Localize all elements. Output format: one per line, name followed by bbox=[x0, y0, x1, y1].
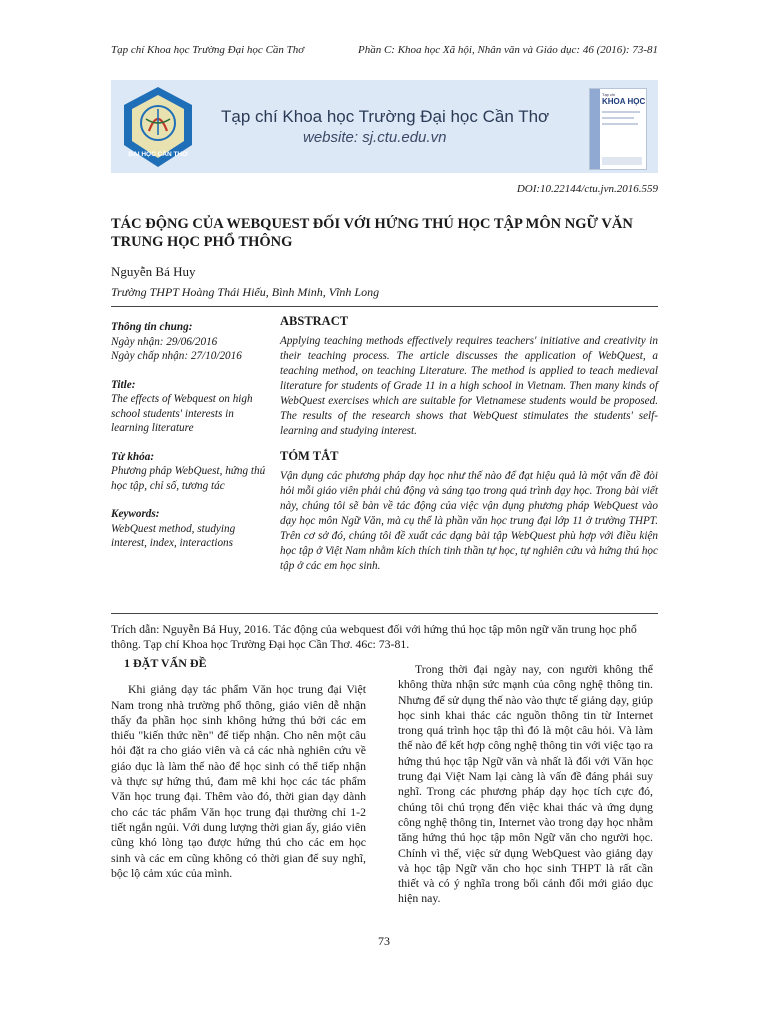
author-name: Nguyễn Bá Huy bbox=[111, 264, 196, 279]
page-number: 73 bbox=[378, 934, 390, 948]
body-column-right bbox=[398, 662, 653, 907]
vietnamese-keywords-heading: Từ khóa: bbox=[111, 450, 155, 463]
banner-website[interactable]: website: sj.ctu.edu.vn bbox=[303, 129, 447, 146]
received-date: Ngày nhận: 29/06/2016 bbox=[111, 335, 218, 348]
abstract-section bbox=[280, 314, 658, 584]
general-info-block bbox=[111, 320, 266, 364]
body-paragraph-right: Trong thời đại ngày nay, con người không thể không thừa nhận sức mạnh của công nghệ thông tin. Nhưng để sử dụng thế nào vào thực tế giảng dạy, giúp học sinh khai thác các nguồn thông tin từ Internet trong quá trình học tập thì đó là một câu hỏi. Và làm thế nào để kết hợp công nghệ thông tin với việc tạo ra hứng thú học tập Ngữ văn và nhất là đối với Văn học trung đại Việt Nam lại càng là vấn đề đáng phải suy nghĩ. Trong các phương pháp dạy học tích cực đó, chúng tôi chú trọng đến việc khai thác và ứng dụng công nghệ thông tin, Internet vào trong dạy học nhằm tăng hứng thú học tập môn Ngữ văn cho người học. Chính vì thế, việc sử dụng WebQuest vào giảng dạy và học tập Ngữ văn cho học sinh THPT là rất cần thiết và có ý nghĩa trong bối cảnh đổi mới giáo dục hiện nay. bbox=[398, 662, 653, 906]
english-keywords-heading: Keywords: bbox=[111, 508, 160, 520]
journal-cover-thumbnail bbox=[589, 88, 647, 170]
vietnamese-keywords-block bbox=[111, 450, 266, 494]
logo-text: ĐẠI HỌC CẦN THƠ bbox=[128, 151, 188, 158]
banner-text bbox=[221, 106, 581, 146]
tomtat-heading: TÓM TẮT bbox=[280, 449, 339, 463]
cover-label-small: Tạp chí bbox=[602, 92, 616, 97]
running-header bbox=[111, 44, 658, 56]
body-column-left bbox=[111, 656, 366, 881]
english-title-heading: Title: bbox=[111, 378, 136, 391]
abstract-text: Applying teaching methods effectively requires teachers' initiative and creativity in their teaching process. The article discusses the application of WebQuest, a teaching method, on teaching Literature. The method is applied to teach medieval literature for students of Grade 11 in a high school in Vietnam. Then many kinds of WebQuest exercises which are suitable for Vietnamese students would be proposed. The results of the research shows that WebQuest stimulates the students' self-learning and studying interest. bbox=[280, 335, 658, 437]
running-header-journal: Tạp chí Khoa học Trường Đại học Cần Thơ bbox=[111, 44, 305, 56]
author-affiliation: Trường THPT Hoàng Thái Hiếu, Bình Minh, Vĩnh Long bbox=[111, 285, 380, 299]
university-logo-icon bbox=[118, 83, 198, 171]
doi-link[interactable]: DOI:10.22144/ctu.jvn.2016.559 bbox=[516, 183, 658, 195]
english-title-block bbox=[111, 378, 266, 436]
english-keywords-block bbox=[111, 507, 266, 551]
citation: Trích dẫn: Nguyễn Bá Huy, 2016. Tác động của webquest đối với hứng thú học tập môn ngữ văn trung học phổ thông. Tạp chí Khoa học Trường Đại học Cần Thơ. 46c: 73-81. bbox=[111, 622, 637, 651]
tomtat-text: Vận dụng các phương pháp dạy học như thế nào để đạt hiệu quả là một vấn đề đòi hỏi mỗi giáo viên phải chủ động và sáng tạo trong quá trình dạy học. Trong bài viết này, chúng tôi sẽ bàn về tác động của việc vận dụng phương pháp WebQuest vào dạy học môn Ngữ Văn, mà cụ thể là phần văn học trung đại lớp 11 ở trường THPT. Trên cơ sở đó, chúng tôi đề xuất các dạng bài tập WebQuest phù hợp với điều kiện học tập ở Việt Nam nhằm kích thích tinh thần tự học, tự nghiên cứu và hứng thú học tập ở các em học sinh. bbox=[280, 470, 658, 572]
running-header-issue: Phần C: Khoa học Xã hội, Nhân văn và Giáo dục: 46 (2016): 73-81 bbox=[357, 44, 658, 56]
body-paragraph-left: Khi giảng dạy tác phẩm Văn học trung đại Việt Nam trong nhà trường phổ thông, giáo viên dễ nhận thấy đa phần học sinh không hứng thú bởi các em thiếu "kiến thức nền" để tiếp nhận. Cho nên một câu hỏi đặt ra cho giáo viên và cả các nhà nghiên cứu về giáo dục là làm thế nào để học sinh có thể tiếp nhận và thực sự hứng thú, đam mê khi học các tác phẩm Văn học trung đại. Thêm vào đó, thời gian dạy dành cho các tác phẩm Văn học trung đại thường chỉ 1-2 tiết ngắn ngủi. Với dung lượng thời gian ấy, giáo viên cũng khó lòng tạo được hứng thú cho các em học sinh và các em cũng không có thời gian để suy nghĩ, bộc lộ cảm xúc của mình. bbox=[111, 682, 366, 880]
divider-top bbox=[111, 306, 658, 307]
section-1-heading: 1 ĐẶT VẤN ĐỀ bbox=[124, 656, 207, 670]
english-keywords: WebQuest method, studying interest, index, interactions bbox=[111, 522, 236, 549]
accepted-date: Ngày chấp nhận: 27/10/2016 bbox=[111, 350, 242, 362]
banner-journal-title: Tạp chí Khoa học Trường Đại học Cần Thơ bbox=[221, 107, 550, 126]
article-info-sidebar bbox=[111, 320, 266, 565]
vietnamese-keywords: Phương pháp WebQuest, hứng thú học tập, chỉ số, tương tác bbox=[111, 465, 266, 492]
english-title-text: The effects of Webquest on high school students' interests in learning literature bbox=[111, 393, 253, 434]
article-title: TÁC ĐỘNG CỦA WEBQUEST ĐỐI VỚI HỨNG THÚ HỌC TẬP MÔN NGỮ VĂN TRUNG HỌC PHỔ THÔNG bbox=[111, 216, 633, 250]
divider-bottom bbox=[111, 613, 658, 614]
abstract-heading: ABSTRACT bbox=[280, 314, 349, 328]
cover-title: KHOA HỌC bbox=[602, 97, 646, 106]
general-info-heading: Thông tin chung: bbox=[111, 321, 193, 333]
journal-banner bbox=[111, 80, 658, 173]
